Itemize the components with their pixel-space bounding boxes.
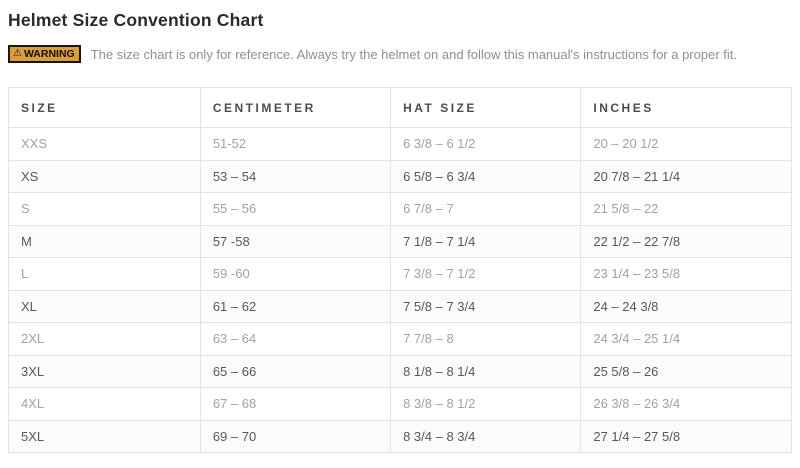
- table-row: [9, 355, 792, 388]
- cell-size: XXS: [9, 128, 201, 161]
- table-header: [9, 88, 792, 128]
- warning-badge: [8, 45, 81, 63]
- column-header-hat-size: HAT SIZE: [391, 88, 581, 128]
- cell-inches: 22 1/2 – 22 7/8: [581, 225, 792, 258]
- cell-size: 3XL: [9, 355, 201, 388]
- cell-hat-size: 6 3/8 – 6 1/2: [391, 128, 581, 161]
- cell-centimeter: 67 – 68: [200, 388, 390, 421]
- warning-triangle-icon: ⚠: [13, 48, 22, 59]
- cell-inches: 25 5/8 – 26: [581, 355, 792, 388]
- cell-inches: 27 1/4 – 27 5/8: [581, 420, 792, 453]
- cell-size: L: [9, 258, 201, 291]
- warning-text: The size chart is only for reference. Always try the helmet on and follow this manual's instructions for a proper fit.: [90, 46, 737, 62]
- cell-hat-size: 7 1/8 – 7 1/4: [391, 225, 581, 258]
- cell-size: XS: [9, 160, 201, 193]
- warning-badge-label: WARNING: [23, 48, 75, 60]
- cell-centimeter: 69 – 70: [200, 420, 390, 453]
- cell-centimeter: 61 – 62: [200, 290, 390, 323]
- cell-hat-size: 8 3/8 – 8 1/2: [391, 388, 581, 421]
- cell-centimeter: 55 – 56: [200, 193, 390, 226]
- cell-hat-size: 7 7/8 – 8: [391, 323, 581, 356]
- cell-hat-size: 7 5/8 – 7 3/4: [391, 290, 581, 323]
- column-header-centimeter: CENTIMETER: [200, 88, 390, 128]
- column-header-size: SIZE: [9, 88, 201, 128]
- cell-size: M: [9, 225, 201, 258]
- cell-centimeter: 53 – 54: [200, 160, 390, 193]
- cell-size: S: [9, 193, 201, 226]
- cell-centimeter: 51-52: [200, 128, 390, 161]
- cell-size: XL: [9, 290, 201, 323]
- table-row: [9, 258, 792, 291]
- cell-hat-size: 8 3/4 – 8 3/4: [391, 420, 581, 453]
- column-header-inches: INCHES: [581, 88, 792, 128]
- cell-hat-size: 8 1/8 – 8 1/4: [391, 355, 581, 388]
- cell-inches: 26 3/8 – 26 3/4: [581, 388, 792, 421]
- size-chart-table: [8, 87, 792, 453]
- table-row: [9, 388, 792, 421]
- cell-inches: 20 – 20 1/2: [581, 128, 792, 161]
- cell-size: 2XL: [9, 323, 201, 356]
- warning-row: [8, 45, 792, 63]
- cell-size: 4XL: [9, 388, 201, 421]
- cell-centimeter: 63 – 64: [200, 323, 390, 356]
- cell-hat-size: 6 7/8 – 7: [391, 193, 581, 226]
- table-row: [9, 420, 792, 453]
- cell-inches: 23 1/4 – 23 5/8: [581, 258, 792, 291]
- cell-hat-size: 6 5/8 – 6 3/4: [391, 160, 581, 193]
- table-row: [9, 323, 792, 356]
- cell-inches: 20 7/8 – 21 1/4: [581, 160, 792, 193]
- cell-hat-size: 7 3/8 – 7 1/2: [391, 258, 581, 291]
- cell-centimeter: 65 – 66: [200, 355, 390, 388]
- table-row: [9, 160, 792, 193]
- table-row: [9, 290, 792, 323]
- cell-inches: 24 3/4 – 25 1/4: [581, 323, 792, 356]
- cell-size: 5XL: [9, 420, 201, 453]
- cell-centimeter: 59 -60: [200, 258, 390, 291]
- table-row: [9, 193, 792, 226]
- table-row: [9, 128, 792, 161]
- cell-centimeter: 57 -58: [200, 225, 390, 258]
- cell-inches: 24 – 24 3/8: [581, 290, 792, 323]
- cell-inches: 21 5/8 – 22: [581, 193, 792, 226]
- table-row: [9, 225, 792, 258]
- page-title: Helmet Size Convention Chart: [8, 10, 264, 30]
